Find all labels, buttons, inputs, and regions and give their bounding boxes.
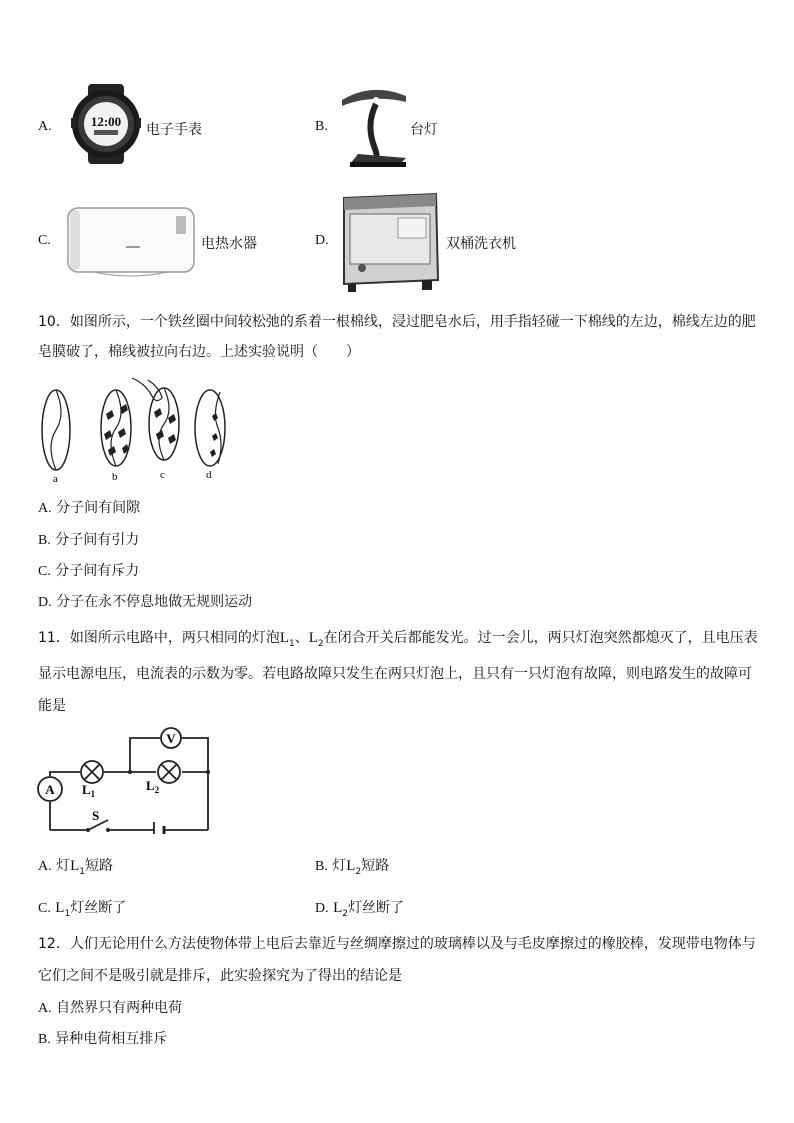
q12-stem-line1: 12．人们无论用什么方法使物体带上电后去靠近与丝绸摩擦过的玻璃棒以及与毛皮摩擦过的橡胶棒，发现带电物体与 bbox=[38, 936, 756, 952]
watch-display: 12:00 bbox=[90, 114, 122, 129]
fig-label-b: b bbox=[112, 471, 118, 483]
q11-stem-line3: 能是 bbox=[38, 698, 66, 714]
q11-option-b: B. 灯$L_2$短路 bbox=[315, 858, 390, 877]
soap-film-figure bbox=[36, 374, 236, 486]
q11-option-a: A. 灯$L_1$短路 bbox=[38, 858, 113, 877]
lamp1-label: $L_1$ bbox=[82, 782, 96, 799]
q9-option-a-text: 电子手表 bbox=[146, 122, 202, 138]
q12-option-a: A. 自然界只有两种电荷 bbox=[38, 1000, 183, 1016]
q11-option-c: C. $L_1$灯丝断了 bbox=[38, 900, 127, 919]
fig-label-d: d bbox=[206, 469, 212, 481]
washing-machine-image bbox=[338, 192, 442, 294]
q11-stem-line1: 11．如图所示电路中，两只相同的灯泡$L_1$、$L_2$在闭合开关后都能发光。过一会儿，两只灯泡突然都熄灭了，且电压表 bbox=[38, 630, 758, 649]
q10-stem-line1: 10．如图所示，一个铁丝圈中间较松弛的系着一根棉线，浸过肥皂水后，用手指轻碰一下棉线的左边，棉线左边的肥 bbox=[38, 314, 756, 330]
q11-stem-line2: 显示电源电压，电流表的示数为零。若电路故障只发生在两只灯泡上，且只有一只灯泡有故障，则电路发生的故障可 bbox=[38, 666, 752, 682]
q10-option-a: A. 分子间有间隙 bbox=[38, 500, 141, 516]
q10-option-b: B. 分子间有引力 bbox=[38, 532, 140, 548]
fig-label-a: a bbox=[53, 473, 58, 485]
q9-option-d-text: 双桶洗衣机 bbox=[446, 236, 516, 252]
q9-option-c-letter: C. bbox=[38, 233, 51, 248]
water-heater-image bbox=[64, 206, 200, 278]
circuit-diagram bbox=[34, 722, 214, 834]
q10-stem-line2: 皂膜破了，棉线被拉向右边。上述实验说明（ ） bbox=[38, 344, 360, 360]
q9-option-a-letter: A. bbox=[38, 119, 52, 134]
electronic-watch-image bbox=[68, 82, 144, 166]
q9-option-c-text: 电热水器 bbox=[201, 236, 257, 252]
q12-option-b: B. 异种电荷相互排斥 bbox=[38, 1031, 168, 1047]
q9-option-d-letter: D. bbox=[315, 233, 329, 248]
switch-label: S bbox=[92, 808, 100, 823]
desk-lamp-image bbox=[336, 84, 412, 170]
q9-option-b-letter: B. bbox=[315, 119, 328, 134]
q10-option-c: C. 分子间有斥力 bbox=[38, 563, 140, 579]
voltmeter-label: V bbox=[166, 731, 176, 746]
q12-stem-line2: 它们之间不是吸引就是排斥，此实验探究为了得出的结论是 bbox=[38, 968, 402, 984]
lamp2-label: $L_2$ bbox=[146, 778, 160, 795]
fig-label-c: c bbox=[160, 469, 165, 481]
q10-option-d: D. 分子在永不停息地做无规则运动 bbox=[38, 594, 253, 610]
ammeter-label: A bbox=[45, 782, 55, 797]
q9-option-b-text: 台灯 bbox=[410, 122, 438, 138]
q11-option-d: D. $L_2$灯丝断了 bbox=[315, 900, 404, 919]
